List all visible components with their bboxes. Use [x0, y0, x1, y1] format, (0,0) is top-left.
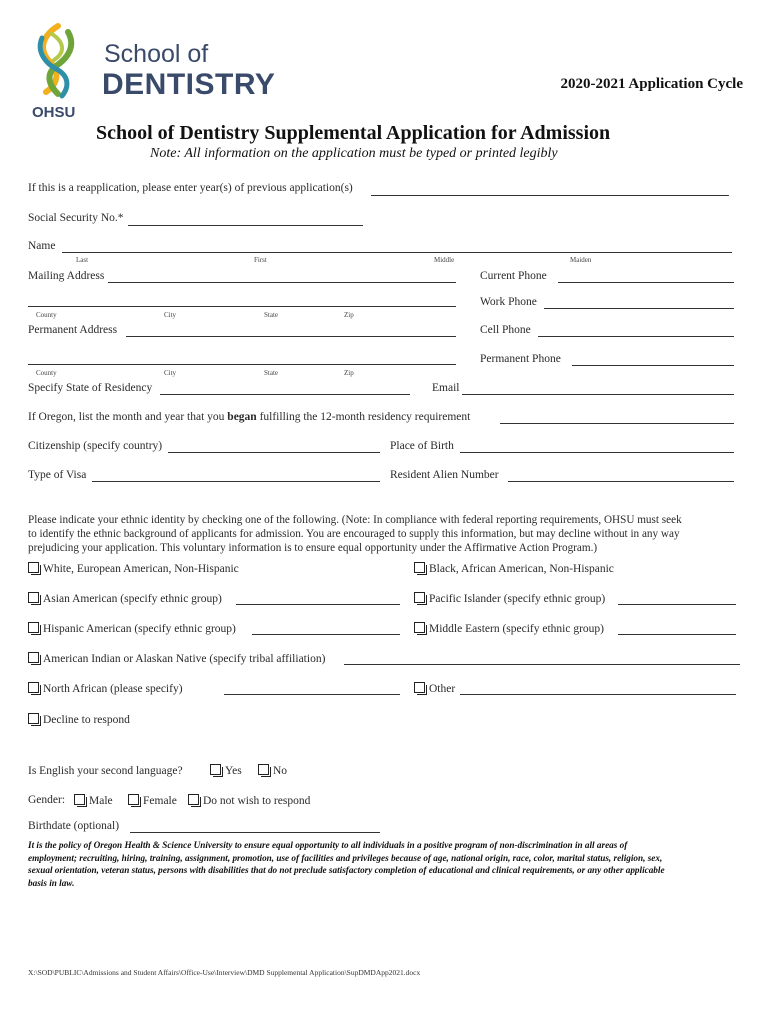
reapplication-label: If this is a reapplication, please enter year(s) of previous application(s) [28, 182, 353, 194]
footer-file-path: X:\SOD\PUBLIC\Admissions and Student Affairs\Office-Use\Interview\DMD Supplemental Application\SupDMDApp2021.docx [28, 968, 421, 977]
gender-female-label: Female [143, 795, 177, 807]
ethnic-american-indian-field[interactable] [344, 664, 740, 665]
citizenship-field[interactable] [168, 452, 380, 453]
gender-male-option[interactable] [74, 794, 113, 807]
name-sub-middle: Middle [434, 256, 455, 264]
work-phone-field[interactable] [544, 308, 734, 309]
english-yes-option[interactable] [210, 764, 242, 777]
english-yes-label: Yes [225, 765, 242, 777]
perm-sub-zip: Zip [344, 369, 354, 377]
addr-sub-zip: Zip [344, 311, 354, 319]
permanent-address-line2-field[interactable] [28, 364, 456, 365]
ethnic-pacific-field[interactable] [618, 604, 736, 605]
ethnic-asian-option[interactable] [28, 592, 222, 605]
ethnic-hispanic-label: Hispanic American (specify ethnic group) [43, 623, 236, 635]
logo-school-of: School of [104, 40, 209, 68]
checkbox-icon[interactable] [128, 794, 139, 805]
ethnic-white-label: White, European American, Non-Hispanic [43, 563, 239, 575]
oregon-text-pre: If Oregon, list the month and year that you [28, 411, 228, 423]
oregon-text-post: fulfilling the 12-month residency requirement [256, 411, 471, 423]
english-no-label: No [273, 765, 288, 777]
place-of-birth-field[interactable] [460, 452, 734, 453]
ssn-field[interactable] [128, 225, 363, 226]
ethnic-middle-eastern-option[interactable] [414, 622, 604, 635]
addr-sub-city: City [164, 311, 177, 319]
checkbox-icon[interactable] [28, 682, 39, 693]
oregon-residency-field[interactable] [500, 423, 734, 424]
visa-label: Type of Visa [28, 469, 87, 481]
ssn-label: Social Security No.* [28, 212, 124, 224]
cell-phone-field[interactable] [538, 336, 734, 337]
ethnic-north-african-label: North African (please specify) [43, 683, 183, 695]
english-second-language-label: Is English your second language? [28, 765, 183, 777]
logo-ohsu-text: OHSU [32, 104, 76, 121]
state-residency-label: Specify State of Residency [28, 382, 153, 394]
birthdate-field[interactable] [130, 832, 380, 833]
ethnic-decline-option[interactable] [28, 713, 130, 726]
ethnic-white-option[interactable] [28, 562, 239, 575]
ethnic-north-african-field[interactable] [224, 694, 400, 695]
checkbox-icon[interactable] [414, 562, 425, 573]
ethnic-hispanic-field[interactable] [252, 634, 400, 635]
name-sub-first: First [254, 256, 267, 264]
oregon-text-bold: began [227, 411, 257, 423]
checkbox-icon[interactable] [28, 622, 39, 633]
ethnic-american-indian-label: American Indian or Alaskan Native (specify tribal affiliation) [43, 653, 326, 665]
checkbox-icon[interactable] [188, 794, 199, 805]
perm-sub-state: State [264, 369, 278, 377]
reapplication-field[interactable] [371, 195, 729, 196]
gender-no-answer-label: Do not wish to respond [203, 795, 311, 807]
checkbox-icon[interactable] [414, 682, 425, 693]
visa-field[interactable] [92, 481, 380, 482]
birthdate-label: Birthdate (optional) [28, 820, 120, 832]
ethnic-intro-line-3: prejudicing your application. This voluntary information is to ensure equal opportunity under the Affirmative Action Program.) [28, 542, 598, 554]
resident-alien-field[interactable] [508, 481, 734, 482]
mailing-address-label: Mailing Address [28, 270, 105, 282]
checkbox-icon[interactable] [414, 592, 425, 603]
ethnic-american-indian-option[interactable] [28, 652, 325, 665]
name-sub-last: Last [76, 256, 89, 264]
ohsu-flame-icon [28, 22, 84, 104]
application-cycle: 2020-2021 Application Cycle [560, 76, 743, 92]
addr-sub-county: County [36, 311, 57, 319]
checkbox-icon[interactable] [28, 592, 39, 603]
policy-line-3: sexual orientation, veteran status, persons with disabilities that do not preclude satisfactory completion of educational and clinical requirements, or any other applicable [28, 865, 665, 875]
email-field[interactable] [462, 394, 734, 395]
permanent-address-label: Permanent Address [28, 324, 118, 336]
state-residency-field[interactable] [160, 394, 410, 395]
policy-line-4: basis in law. [28, 877, 75, 888]
policy-line-1: It is the policy of Oregon Health & Science University to ensure equal opportunity to all individuals in a positive program of non-discrimination in all areas of [28, 840, 628, 850]
work-phone-label: Work Phone [480, 296, 537, 308]
perm-sub-city: City [164, 369, 177, 377]
checkbox-icon[interactable] [414, 622, 425, 633]
ethnic-other-field[interactable] [460, 694, 736, 695]
ethnic-middle-eastern-field[interactable] [618, 634, 736, 635]
current-phone-label: Current Phone [480, 270, 547, 282]
ethnic-black-option[interactable] [414, 562, 614, 575]
ethnic-black-label: Black, African American, Non-Hispanic [429, 563, 614, 575]
cell-phone-label: Cell Phone [480, 324, 531, 336]
checkbox-icon[interactable] [28, 652, 39, 663]
place-of-birth-label: Place of Birth [390, 440, 454, 452]
ethnic-decline-label: Decline to respond [43, 714, 130, 726]
ethnic-other-option[interactable] [414, 682, 455, 695]
ethnic-asian-field[interactable] [236, 604, 400, 605]
ethnic-north-african-option[interactable] [28, 682, 183, 695]
oregon-residency-label [28, 411, 470, 423]
nondiscrimination-policy [28, 839, 665, 889]
ethnic-intro-line-1: Please indicate your ethnic identity by checking one of the following. (Note: In compliance with federal reporting requirements, OHSU must seek [28, 514, 682, 526]
mailing-address-line2-field[interactable] [28, 306, 456, 307]
name-label: Name [28, 240, 56, 252]
checkbox-icon[interactable] [28, 562, 39, 573]
gender-female-option[interactable] [128, 794, 177, 807]
logo-dentistry: DENTISTRY [102, 68, 276, 101]
gender-male-label: Male [89, 795, 113, 807]
name-sub-maiden: Maiden [570, 256, 592, 264]
gender-no-answer-option[interactable] [188, 794, 310, 807]
policy-line-2: employment; recruiting, hiring, training, assignment, promotion, use of facilities and privileges because of age, national origin, race, color, marital status, religion, sex, [28, 852, 663, 863]
gender-label: Gender: [28, 794, 66, 806]
ethnic-hispanic-option[interactable] [28, 622, 236, 635]
ethnic-asian-label: Asian American (specify ethnic group) [43, 593, 222, 605]
permanent-phone-field[interactable] [572, 365, 734, 366]
ethnic-intro-line-2: to identify the ethnic background of applicants for admission. You are encouraged to supply this information, but may decline without in any way [28, 528, 680, 540]
ethnic-middle-eastern-label: Middle Eastern (specify ethnic group) [429, 623, 604, 635]
page-title: School of Dentistry Supplemental Application for Admission [96, 122, 611, 144]
ethnic-pacific-option[interactable] [414, 592, 605, 605]
checkbox-icon[interactable] [28, 713, 39, 724]
checkbox-icon[interactable] [74, 794, 85, 805]
perm-sub-county: County [36, 369, 57, 377]
addr-sub-state: State [264, 311, 278, 319]
legibility-note: Note: All information on the application must be typed or printed legibly [150, 146, 558, 161]
ethnic-pacific-label: Pacific Islander (specify ethnic group) [429, 593, 606, 605]
ohsu-logo [24, 22, 284, 122]
checkbox-icon[interactable] [210, 764, 221, 775]
permanent-address-field[interactable] [126, 336, 456, 337]
ethnic-intro [28, 513, 682, 555]
current-phone-field[interactable] [558, 282, 734, 283]
mailing-address-field[interactable] [108, 282, 456, 283]
email-label: Email [432, 382, 460, 394]
checkbox-icon[interactable] [258, 764, 269, 775]
citizenship-label: Citizenship (specify country) [28, 440, 163, 452]
resident-alien-label: Resident Alien Number [390, 469, 499, 481]
name-field[interactable] [62, 252, 732, 253]
english-no-option[interactable] [258, 764, 287, 777]
permanent-phone-label: Permanent Phone [480, 353, 561, 365]
ethnic-other-label: Other [429, 683, 456, 695]
